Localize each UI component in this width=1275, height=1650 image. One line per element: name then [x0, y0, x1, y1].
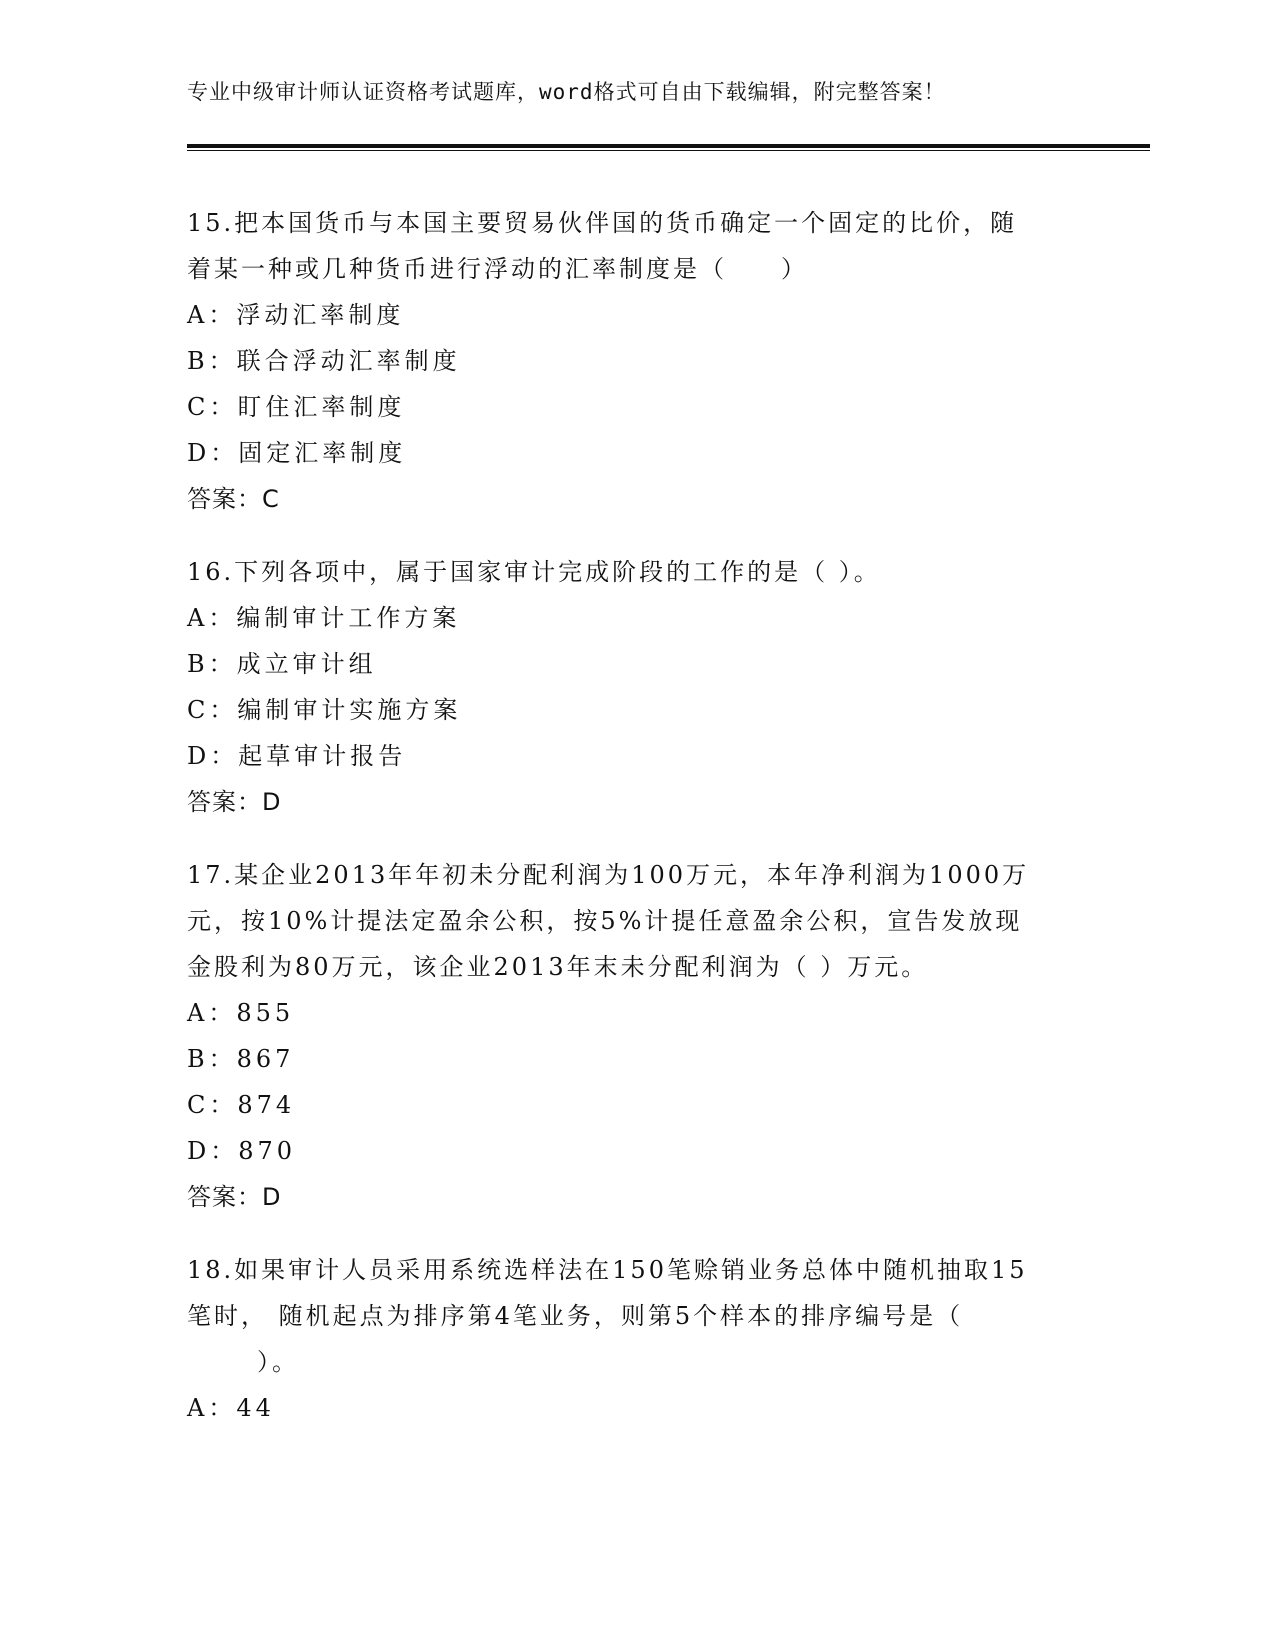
question-text: 16.下列各项中，属于国家审计完成阶段的工作的是（ ）。 [187, 558, 881, 586]
question-17 [187, 852, 1087, 1220]
option-a: A：编制审计工作方案 [187, 604, 461, 632]
page-header: 专业中级审计师认证资格考试题库，word格式可自由下载编辑，附完整答案！ [187, 80, 946, 104]
answer-label: 答案：D [187, 1183, 282, 1211]
option-d: D：固定汇率制度 [187, 439, 407, 467]
question-text: 元，按10%计提法定盈余公积，按5%计提任意盈余公积，宣告发放现 [187, 907, 1023, 935]
question-text: 15.把本国货币与本国主要贸易伙伴国的货币确定一个固定的比价，随 [187, 209, 1018, 237]
question-text: 18.如果审计人员采用系统选样法在150笔赊销业务总体中随机抽取15 [187, 1256, 1028, 1284]
question-text: 笔时， 随机起点为排序第4笔业务，则第5个样本的排序编号是（ [187, 1302, 964, 1330]
header-rule-thick [187, 144, 1150, 148]
question-list [187, 200, 1087, 1458]
option-c: C：盯住汇率制度 [187, 393, 406, 421]
question-text: ）。 [257, 1348, 299, 1376]
option-c: C：编制审计实施方案 [187, 696, 462, 724]
option-b: B：联合浮动汇率制度 [187, 347, 461, 375]
question-16 [187, 549, 1087, 825]
option-a: A：浮动汇率制度 [187, 301, 405, 329]
question-text: 金股利为80万元，该企业2013年末未分配利润为（ ）万元。 [187, 953, 929, 981]
option-b: B：成立审计组 [187, 650, 377, 678]
question-text: 着某一种或几种货币进行浮动的汇率制度是（ ） [187, 255, 808, 283]
question-18 [187, 1247, 1087, 1431]
option-b: B：867 [187, 1045, 295, 1073]
header-rule-thin [187, 150, 1150, 151]
option-a: A：44 [187, 1394, 275, 1422]
option-d: D：870 [187, 1137, 297, 1165]
answer-label: 答案：D [187, 788, 282, 816]
answer-label: 答案：C [187, 485, 280, 513]
question-text: 17.某企业2013年年初未分配利润为100万元，本年净利润为1000万 [187, 861, 1030, 889]
option-c: C：874 [187, 1091, 296, 1119]
option-a: A：855 [187, 999, 295, 1027]
option-d: D：起草审计报告 [187, 742, 407, 770]
question-15 [187, 200, 1087, 522]
